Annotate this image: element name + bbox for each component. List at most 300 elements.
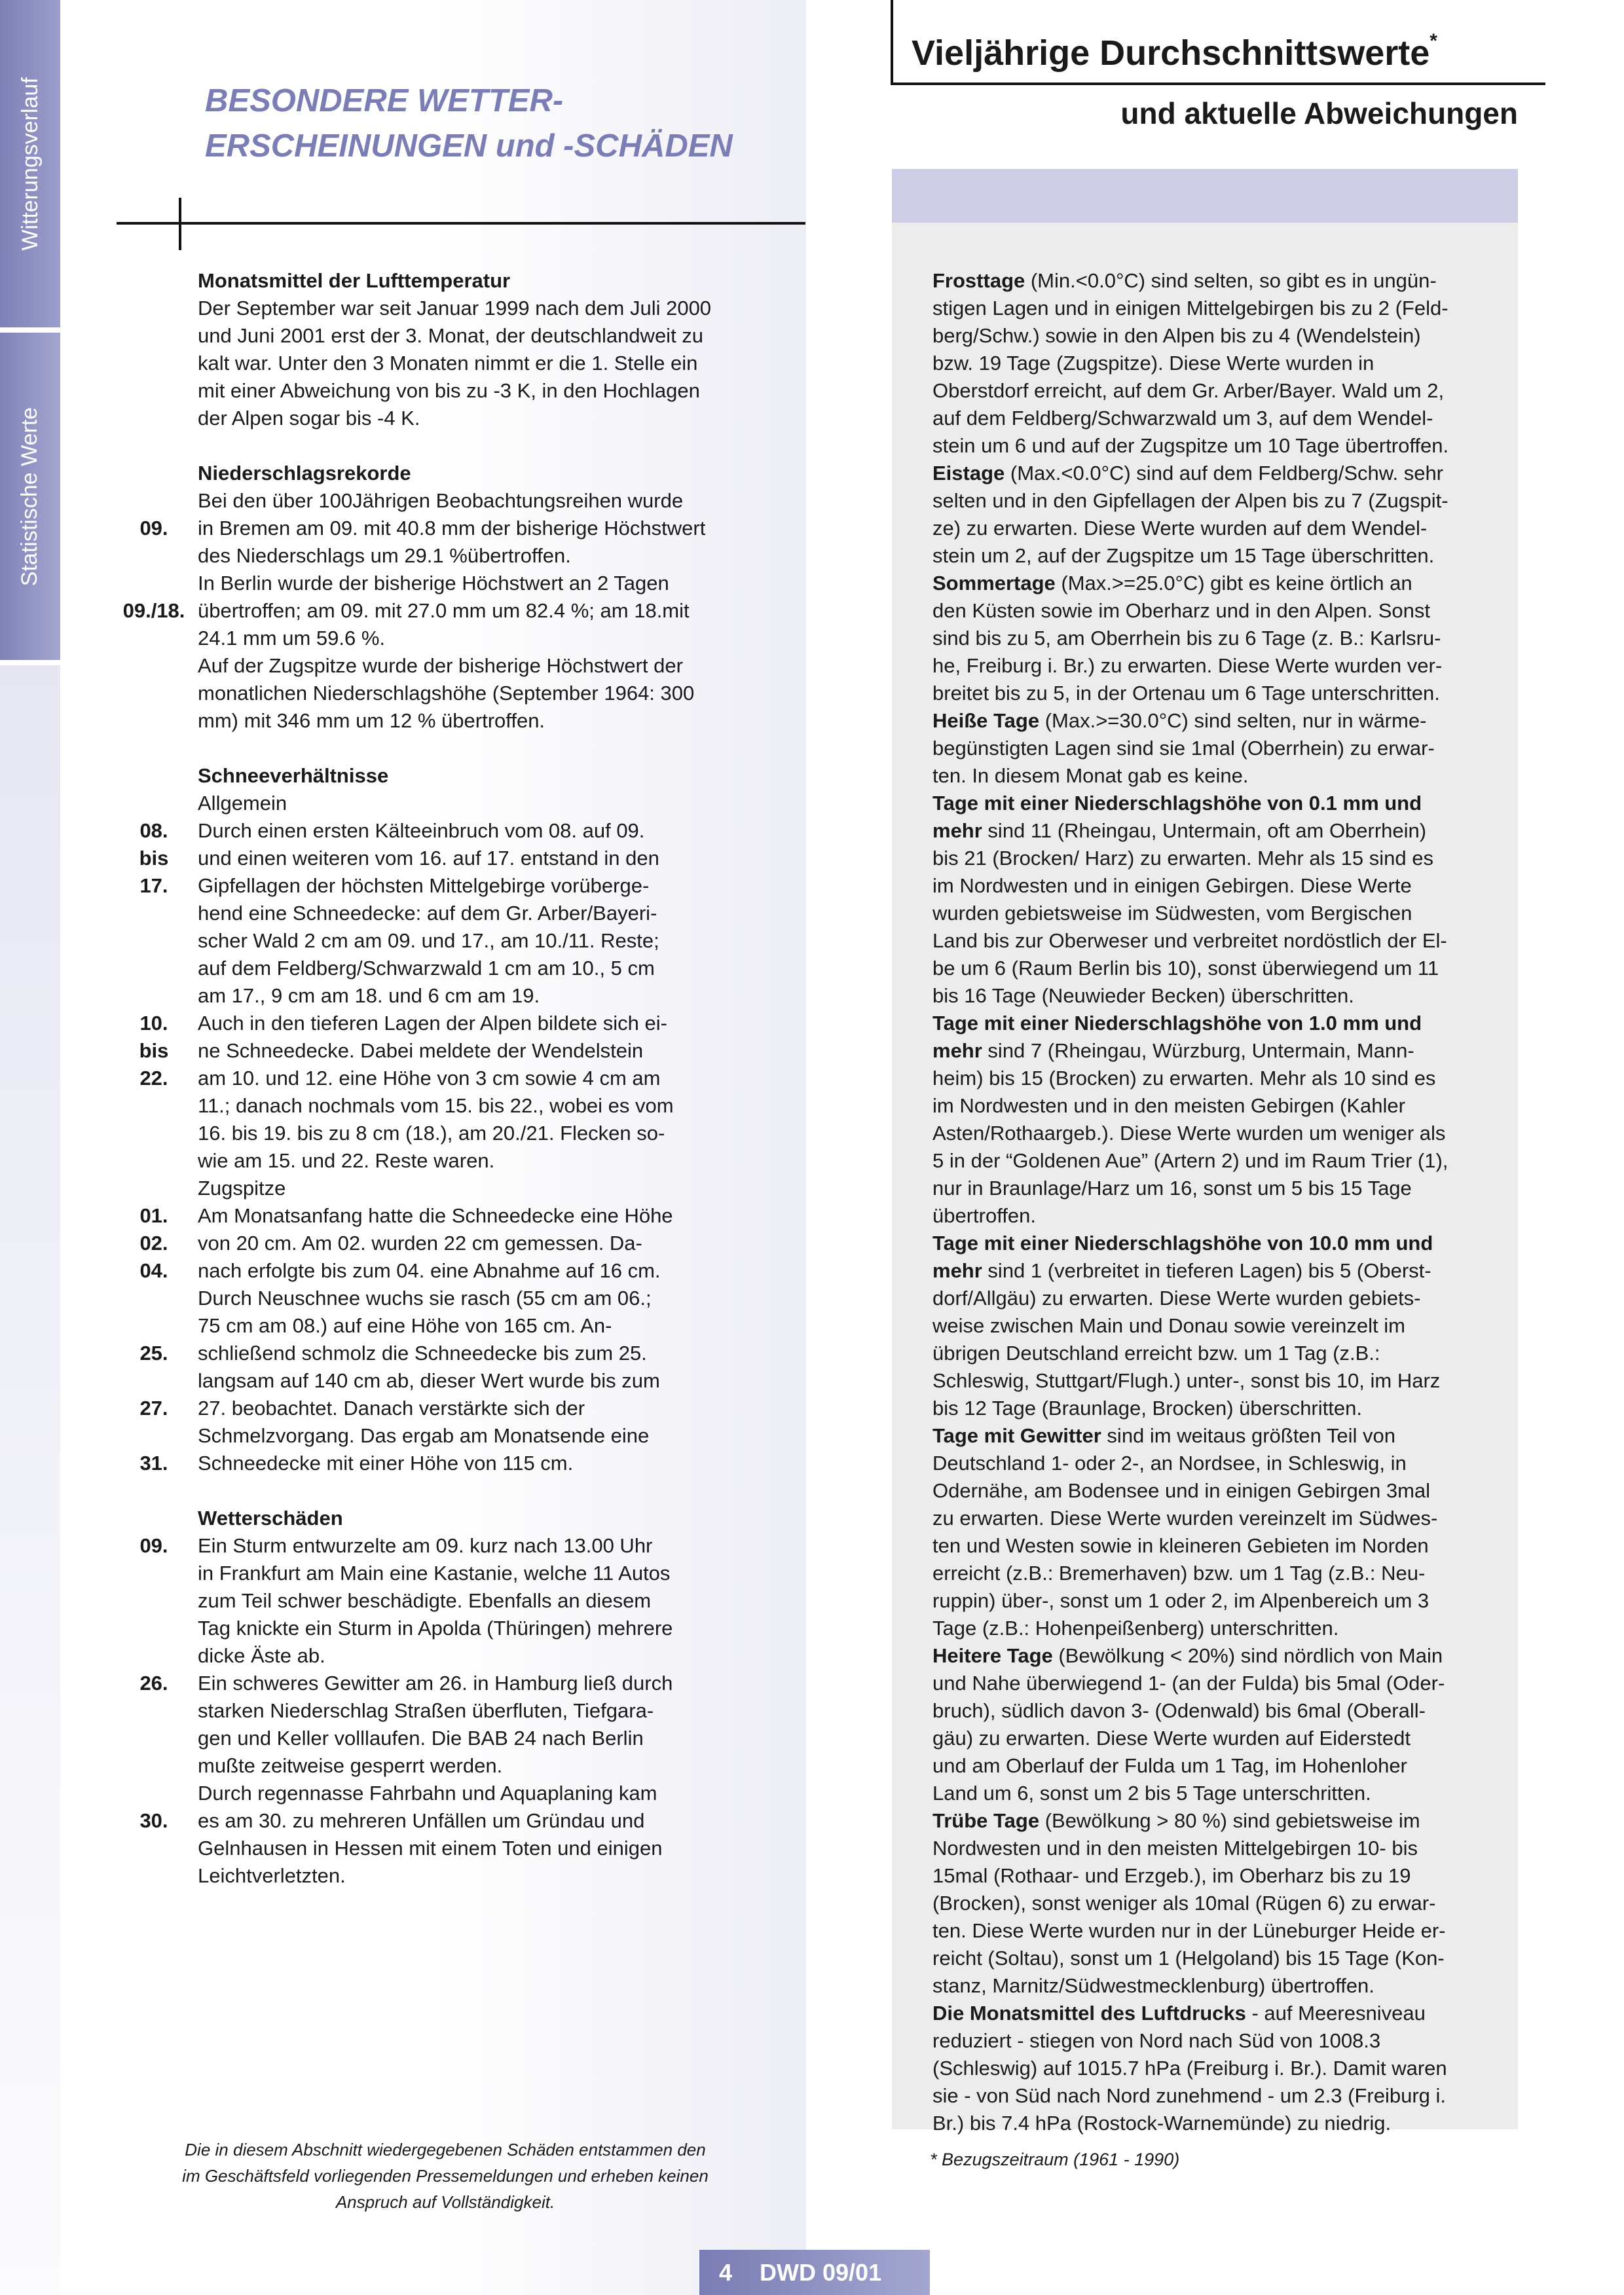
term-label: Heiße Tage bbox=[932, 709, 1040, 732]
day-marker bbox=[110, 1780, 198, 1807]
footnote-line: Die in diesem Abschnitt wiedergegebenen Schäden entstammen den bbox=[185, 2140, 706, 2159]
left-line bbox=[110, 1175, 804, 1202]
right-line bbox=[932, 1587, 1522, 1615]
day-marker: 31. bbox=[139, 1452, 168, 1475]
left-line bbox=[110, 1010, 804, 1037]
paragraph-line: übertroffen; am 09. mit 27.0 mm um 82.4 %; am 18.mit bbox=[198, 599, 690, 622]
subsection-heading: Niederschlagsrekorde bbox=[198, 462, 411, 485]
right-line bbox=[932, 790, 1522, 817]
right-line bbox=[932, 1477, 1522, 1505]
line-text: sind bis zu 5, am Oberrhein bis zu 6 Tage (z. B.: Karlsru- bbox=[932, 627, 1441, 650]
line-text: Land um 6, sonst um 2 bis 5 Tage unterschritten. bbox=[932, 1782, 1371, 1805]
day-marker bbox=[110, 1147, 198, 1175]
title-rule bbox=[117, 222, 805, 225]
left-line bbox=[110, 267, 804, 295]
line-text: wurden gebietsweise im Südwesten, vom Bergischen bbox=[932, 902, 1412, 925]
line-text: bzw. 19 Tage (Zugspitze). Diese Werte wurden in bbox=[932, 352, 1375, 375]
right-body-text bbox=[932, 267, 1522, 2137]
day-marker bbox=[110, 1285, 198, 1312]
left-line bbox=[110, 1477, 804, 1505]
term-label: Tage mit einer Niederschlagshöhe von 10.0 mm und bbox=[932, 1232, 1433, 1255]
day-marker: 22. bbox=[139, 1067, 168, 1090]
right-line bbox=[932, 597, 1522, 625]
paragraph-line: Tag knickte ein Sturm in Apolda (Thüringen) mehrere bbox=[198, 1617, 673, 1640]
line-text: weise zwischen Main und Donau sowie vereinzelt im bbox=[932, 1314, 1405, 1337]
line-text: stein um 2, auf der Zugspitze um 15 Tage überschritten. bbox=[932, 544, 1435, 567]
day-marker bbox=[110, 460, 198, 487]
right-line bbox=[932, 1532, 1522, 1560]
line-text: Asten/Rothaargeb.). Diese Werte wurden um weniger als bbox=[932, 1122, 1446, 1145]
day-marker bbox=[110, 1422, 198, 1450]
left-line bbox=[110, 790, 804, 817]
day-marker bbox=[110, 652, 198, 680]
term-label: Heitere Tage bbox=[932, 1644, 1053, 1667]
line-text: sind 1 (verbreitet in tieferen Lagen) bis 5 (Oberst- bbox=[982, 1259, 1431, 1282]
paragraph-line: gen und Keller volllaufen. Die BAB 24 nach Berlin bbox=[198, 1727, 644, 1750]
right-line bbox=[932, 625, 1522, 652]
right-line bbox=[932, 405, 1522, 432]
line-text: (Max.>=30.0°C) sind selten, nur in wärme- bbox=[1039, 709, 1427, 732]
left-line bbox=[110, 542, 804, 570]
paragraph-line: Durch Neuschnee wuchs sie rasch (55 cm am 06.; bbox=[198, 1287, 652, 1310]
day-marker bbox=[110, 1505, 198, 1532]
right-line bbox=[932, 680, 1522, 707]
line-text: Odernähe, am Bodensee und in einigen Gebirgen 3mal bbox=[932, 1479, 1431, 1502]
day-marker bbox=[110, 1312, 198, 1340]
paragraph-line: dicke Äste ab. bbox=[198, 1644, 325, 1667]
day-marker bbox=[110, 1367, 198, 1395]
right-line bbox=[932, 707, 1522, 735]
right-line bbox=[932, 432, 1522, 460]
left-line bbox=[110, 432, 804, 460]
left-line bbox=[110, 1395, 804, 1422]
right-line bbox=[932, 542, 1522, 570]
right-line bbox=[932, 1697, 1522, 1725]
right-line bbox=[932, 2055, 1522, 2082]
line-text: und am Oberlauf der Fulda um 1 Tag, im Hohenloher bbox=[932, 1754, 1407, 1777]
paragraph-line: langsam auf 140 cm ab, dieser Wert wurde bis zum bbox=[198, 1369, 660, 1392]
paragraph-line: und einen weiteren vom 16. auf 17. entstand in den bbox=[198, 847, 659, 870]
paragraph-line bbox=[198, 1477, 804, 1505]
right-line bbox=[932, 1450, 1522, 1477]
day-marker bbox=[110, 790, 198, 817]
right-line bbox=[932, 1202, 1522, 1230]
paragraph-line: Auf der Zugspitze wurde der bisherige Höchstwert der bbox=[198, 654, 683, 677]
paragraph-line: Schmelzvorgang. Das ergab am Monatsende eine bbox=[198, 1424, 650, 1447]
right-line bbox=[932, 1752, 1522, 1780]
tab-label: Witterungsverlauf bbox=[17, 77, 43, 251]
right-line bbox=[932, 1175, 1522, 1202]
left-line bbox=[110, 1615, 804, 1642]
page-title-text: Vieljährige Durchschnittswerte bbox=[912, 33, 1430, 73]
tab-witterungsverlauf[interactable] bbox=[0, 0, 60, 327]
line-text: Land bis zur Oberweser und verbreitet nordöstlich der El- bbox=[932, 929, 1447, 952]
day-marker bbox=[110, 322, 198, 350]
line-text: auf dem Feldberg/Schwarzwald um 3, auf dem Wendel- bbox=[932, 407, 1433, 430]
day-marker bbox=[110, 295, 198, 322]
left-line bbox=[110, 1092, 804, 1120]
paragraph-line: Allgemein bbox=[198, 792, 287, 815]
paragraph-line: starken Niederschlag Straßen überfluten, Tiefgara- bbox=[198, 1699, 654, 1722]
day-marker: 01. bbox=[139, 1204, 168, 1227]
left-line bbox=[110, 1450, 804, 1477]
line-text: Tage (z.B.: Hohenpeißenberg) unterschritten. bbox=[932, 1617, 1339, 1640]
footer-bar bbox=[699, 2250, 930, 2295]
day-marker bbox=[110, 405, 198, 432]
paragraph-line: kalt war. Unter den 3 Monaten nimmt er die 1. Stelle ein bbox=[198, 352, 698, 375]
right-line bbox=[932, 735, 1522, 762]
left-line bbox=[110, 1230, 804, 1257]
line-text: (Schleswig) auf 1015.7 hPa (Freiburg i. Br.). Damit waren bbox=[932, 2057, 1447, 2080]
left-line bbox=[110, 625, 804, 652]
left-line bbox=[110, 1037, 804, 1065]
paragraph-line: scher Wald 2 cm am 09. und 17., am 10./11. Reste; bbox=[198, 929, 659, 952]
left-line bbox=[110, 1642, 804, 1670]
title-rule-tick bbox=[179, 198, 181, 250]
day-marker bbox=[110, 1175, 198, 1202]
line-text: nur in Braunlage/Harz um 16, sonst um 5 bis 15 Tage bbox=[932, 1177, 1412, 1200]
right-line bbox=[932, 460, 1522, 487]
line-text: reduziert - stiegen von Nord nach Süd von 1008.3 bbox=[932, 2029, 1381, 2052]
line-text: sind 11 (Rheingau, Untermain, oft am Oberrhein) bbox=[982, 819, 1427, 842]
right-line bbox=[932, 1120, 1522, 1147]
left-line bbox=[110, 1257, 804, 1285]
paragraph-line: Gipfellagen der höchsten Mittelgebirge vorüberge- bbox=[198, 874, 650, 897]
right-line bbox=[932, 955, 1522, 982]
paragraph-line: 27. beobachtet. Danach verstärkte sich der bbox=[198, 1397, 585, 1420]
term-label: mehr bbox=[932, 819, 982, 842]
term-label: Die Monatsmittel des Luftdrucks bbox=[932, 2002, 1246, 2025]
right-line bbox=[932, 817, 1522, 845]
tab-label: Statistische Werte bbox=[17, 407, 43, 586]
left-line bbox=[110, 1725, 804, 1752]
paragraph-line: Durch einen ersten Kälteeinbruch vom 08. auf 09. bbox=[198, 819, 645, 842]
left-line bbox=[110, 872, 804, 900]
line-text: begünstigten Lagen sind sie 1mal (Oberrhein) zu erwar- bbox=[932, 737, 1435, 760]
page-title-footnote-mark: * bbox=[1430, 30, 1437, 52]
day-marker bbox=[110, 1092, 198, 1120]
page-number: 4 bbox=[719, 2258, 733, 2286]
footnote-line: im Geschäftsfeld vorliegenden Pressemeldungen und erheben keinen bbox=[182, 2166, 709, 2186]
line-text: ten. Diese Werte wurden nur in der Lüneburger Heide er- bbox=[932, 1919, 1446, 1942]
right-line bbox=[932, 1560, 1522, 1587]
right-line bbox=[932, 1010, 1522, 1037]
line-text: (Bewölkung < 20%) sind nördlich von Main bbox=[1052, 1644, 1443, 1667]
left-line bbox=[110, 350, 804, 377]
right-line bbox=[932, 982, 1522, 1010]
right-line bbox=[932, 2082, 1522, 2110]
left-line bbox=[110, 982, 804, 1010]
paragraph-line: In Berlin wurde der bisherige Höchstwert an 2 Tagen bbox=[198, 572, 669, 595]
line-text: zu erwarten. Diese Werte wurden vereinzelt im Südwes- bbox=[932, 1507, 1438, 1530]
right-line bbox=[932, 1780, 1522, 1807]
right-line bbox=[932, 515, 1522, 542]
left-line bbox=[110, 1422, 804, 1450]
paragraph-line: Auch in den tieferen Lagen der Alpen bildete sich ei- bbox=[198, 1012, 667, 1035]
line-text: heim) bis 15 (Brocken) zu erwarten. Mehr als 10 sind es bbox=[932, 1067, 1436, 1090]
line-text: (Brocken), sonst weniger als 10mal (Rügen 6) zu erwar- bbox=[932, 1892, 1436, 1915]
paragraph-line: und Juni 2001 erst der 3. Monat, der deutschlandweit zu bbox=[198, 324, 704, 347]
line-text: ten und Westen sowie in kleineren Gebieten im Norden bbox=[932, 1534, 1429, 1557]
term-label: mehr bbox=[932, 1039, 982, 1062]
right-line bbox=[932, 900, 1522, 927]
day-marker: 09. bbox=[139, 1534, 168, 1557]
day-marker bbox=[110, 542, 198, 570]
right-line bbox=[932, 267, 1522, 295]
day-marker: 09./18. bbox=[122, 599, 185, 622]
line-text: bis 16 Tage (Neuwieder Becken) überschritten. bbox=[932, 984, 1354, 1007]
line-text: bruch), südlich davon 3- (Odenwald) bis 6mal (Oberall- bbox=[932, 1699, 1426, 1722]
right-line bbox=[932, 1835, 1522, 1862]
section-title bbox=[205, 79, 794, 169]
right-line bbox=[932, 652, 1522, 680]
left-line bbox=[110, 1505, 804, 1532]
right-line bbox=[932, 1890, 1522, 1917]
left-line bbox=[110, 405, 804, 432]
day-marker: 17. bbox=[139, 874, 168, 897]
paragraph-line: von 20 cm. Am 02. wurden 22 cm gemessen. Da- bbox=[198, 1232, 642, 1255]
paragraph-line: Leichtverletzten. bbox=[198, 1864, 346, 1887]
line-text: stanz, Marnitz/Südwestmecklenburg) übertroffen. bbox=[932, 1974, 1375, 1997]
day-marker: 30. bbox=[139, 1809, 168, 1832]
left-line bbox=[110, 707, 804, 735]
term-label: Tage mit Gewitter bbox=[932, 1424, 1101, 1447]
day-marker bbox=[110, 680, 198, 707]
right-line bbox=[932, 322, 1522, 350]
paragraph-line: Der September war seit Januar 1999 nach dem Juli 2000 bbox=[198, 297, 712, 320]
term-label: mehr bbox=[932, 1259, 982, 1282]
left-line bbox=[110, 1752, 804, 1780]
right-line bbox=[932, 1945, 1522, 1972]
line-text: bis 12 Tage (Braunlage, Brocken) überschritten. bbox=[932, 1397, 1362, 1420]
right-line bbox=[932, 1147, 1522, 1175]
paragraph-line: auf dem Feldberg/Schwarzwald 1 cm am 10., 5 cm bbox=[198, 957, 655, 980]
day-marker bbox=[110, 1560, 198, 1587]
line-text: Nordwesten und in den meisten Mittelgebirgen 10- bis bbox=[932, 1837, 1418, 1860]
left-line bbox=[110, 1807, 804, 1835]
term-label: Tage mit einer Niederschlagshöhe von 0.1 mm und bbox=[932, 792, 1422, 815]
term-label: Eistage bbox=[932, 462, 1005, 485]
left-line bbox=[110, 1065, 804, 1092]
line-text: übertroffen. bbox=[932, 1204, 1036, 1227]
left-line bbox=[110, 762, 804, 790]
day-marker: 25. bbox=[139, 1342, 168, 1365]
left-line bbox=[110, 1780, 804, 1807]
day-marker bbox=[110, 982, 198, 1010]
left-line bbox=[110, 1340, 804, 1367]
line-text: sind 7 (Rheingau, Würzburg, Untermain, Mann- bbox=[982, 1039, 1414, 1062]
footnote-line: Anspruch auf Vollständigkeit. bbox=[335, 2192, 555, 2212]
day-marker bbox=[110, 1752, 198, 1780]
day-marker bbox=[110, 707, 198, 735]
line-text: den Küsten sowie im Oberharz und in den Alpen. Sonst bbox=[932, 599, 1430, 622]
left-line bbox=[110, 1367, 804, 1395]
paragraph-line: der Alpen sogar bis -4 K. bbox=[198, 407, 420, 430]
right-line bbox=[932, 845, 1522, 872]
left-line bbox=[110, 570, 804, 597]
line-text: 5 in der “Goldenen Aue” (Artern 2) und im Raum Trier (1), bbox=[932, 1149, 1449, 1172]
paragraph-line: nach erfolgte bis zum 04. eine Abnahme auf 16 cm. bbox=[198, 1259, 661, 1282]
right-line bbox=[932, 350, 1522, 377]
day-marker: 26. bbox=[139, 1672, 168, 1695]
left-line bbox=[110, 1312, 804, 1340]
line-text: - auf Meeresniveau bbox=[1246, 2002, 1426, 2025]
line-text: bis 21 (Brocken/ Harz) zu erwarten. Mehr als 15 sind es bbox=[932, 847, 1433, 870]
line-text: be um 6 (Raum Berlin bis 10), sonst überwiegend um 11 bbox=[932, 957, 1439, 980]
page-subtitle: und aktuelle Abweichungen bbox=[1120, 96, 1518, 130]
day-marker: 02. bbox=[139, 1232, 168, 1255]
right-line bbox=[932, 927, 1522, 955]
day-marker bbox=[110, 1120, 198, 1147]
subsection-heading: Wetterschäden bbox=[198, 1507, 343, 1530]
sidebar bbox=[0, 0, 60, 2295]
right-line bbox=[932, 1725, 1522, 1752]
paragraph-line: Am Monatsanfang hatte die Schneedecke eine Höhe bbox=[198, 1204, 673, 1227]
left-line bbox=[110, 1285, 804, 1312]
day-marker bbox=[110, 927, 198, 955]
paragraph-line: hend eine Schneedecke: auf dem Gr. Arber/Bayeri- bbox=[198, 902, 657, 925]
day-marker: bis bbox=[139, 847, 169, 870]
day-marker: 10. bbox=[139, 1012, 168, 1035]
line-text: he, Freiburg i. Br.) zu erwarten. Diese Werte wurden ver- bbox=[932, 654, 1443, 677]
day-marker: 09. bbox=[139, 517, 168, 540]
right-line bbox=[932, 1092, 1522, 1120]
day-marker bbox=[110, 735, 198, 762]
paragraph-line bbox=[198, 735, 804, 762]
paragraph-line: Ein schweres Gewitter am 26. in Hamburg ließ durch bbox=[198, 1672, 673, 1695]
paragraph-line: 11.; danach nochmals vom 15. bis 22., wobei es vom bbox=[198, 1094, 674, 1117]
day-marker bbox=[110, 762, 198, 790]
right-line bbox=[932, 1670, 1522, 1697]
paragraph-line: Zugspitze bbox=[198, 1177, 286, 1200]
line-text: sie - von Süd nach Nord zunehmend - um 2.3 (Freiburg i. bbox=[932, 2084, 1446, 2107]
tab-statistische-werte[interactable] bbox=[0, 333, 60, 660]
line-text: im Nordwesten und in einigen Gebirgen. Diese Werte bbox=[932, 874, 1412, 897]
right-header-band bbox=[892, 169, 1518, 223]
right-line bbox=[932, 1230, 1522, 1257]
left-line bbox=[110, 680, 804, 707]
right-line bbox=[932, 1395, 1522, 1422]
left-line bbox=[110, 460, 804, 487]
line-text: stigen Lagen und in einigen Mittelgebirgen bis zu 2 (Feld- bbox=[932, 297, 1449, 320]
day-marker bbox=[110, 487, 198, 515]
paragraph-line: 24.1 mm um 59.6 %. bbox=[198, 627, 386, 650]
right-line bbox=[932, 1505, 1522, 1532]
day-marker bbox=[110, 1642, 198, 1670]
term-label: Frosttage bbox=[932, 269, 1025, 292]
right-line bbox=[932, 1367, 1522, 1395]
line-text: ruppin) über-, sonst um 1 oder 2, im Alpenbereich um 3 bbox=[932, 1589, 1430, 1612]
left-body-text bbox=[110, 267, 804, 1890]
line-text: stein um 6 und auf der Zugspitze um 10 Tage übertroffen. bbox=[932, 434, 1449, 457]
paragraph-line: Schneedecke mit einer Höhe von 115 cm. bbox=[198, 1452, 574, 1475]
left-line bbox=[110, 1147, 804, 1175]
day-marker bbox=[110, 1835, 198, 1862]
day-marker bbox=[110, 900, 198, 927]
line-text: selten und in den Gipfellagen der Alpen bis zu 7 (Zugspit- bbox=[932, 489, 1449, 512]
paragraph-line: mit einer Abweichung von bis zu -3 K, in den Hochlagen bbox=[198, 379, 700, 402]
right-line bbox=[932, 295, 1522, 322]
left-line bbox=[110, 900, 804, 927]
paragraph-line: 16. bis 19. bis zu 8 cm (18.), am 20./21. Flecken so- bbox=[198, 1122, 665, 1145]
line-text: gäu) zu erwarten. Diese Werte wurden auf Eiderstedt bbox=[932, 1727, 1411, 1750]
left-line bbox=[110, 377, 804, 405]
line-text: Schleswig, Stuttgart/Flugh.) unter-, sonst bis 10, im Harz bbox=[932, 1369, 1441, 1392]
line-text: Br.) bis 7.4 hPa (Rostock-Warnemünde) zu niedrig. bbox=[932, 2112, 1392, 2135]
title-frame-horizontal bbox=[891, 83, 1545, 85]
left-line bbox=[110, 735, 804, 762]
right-line bbox=[932, 762, 1522, 790]
paragraph-line: in Frankfurt am Main eine Kastanie, welche 11 Autos bbox=[198, 1562, 671, 1585]
right-line bbox=[932, 1422, 1522, 1450]
day-marker bbox=[110, 1477, 198, 1505]
left-line bbox=[110, 597, 804, 625]
right-line bbox=[932, 1037, 1522, 1065]
day-marker bbox=[110, 1615, 198, 1642]
day-marker bbox=[110, 1725, 198, 1752]
page-title bbox=[912, 30, 1437, 73]
right-line bbox=[932, 1340, 1522, 1367]
subsection-heading: Monatsmittel der Lufttemperatur bbox=[198, 269, 511, 292]
left-line bbox=[110, 322, 804, 350]
left-line bbox=[110, 1670, 804, 1697]
term-label: Trübe Tage bbox=[932, 1809, 1040, 1832]
paragraph-line: mußte zeitweise gesperrt werden. bbox=[198, 1754, 503, 1777]
right-line bbox=[932, 1615, 1522, 1642]
paragraph-line: Gelnhausen in Hessen mit einem Toten und einigen bbox=[198, 1837, 663, 1860]
paragraph-line: Ein Sturm entwurzelte am 09. kurz nach 13.00 Uhr bbox=[198, 1534, 653, 1557]
left-line bbox=[110, 295, 804, 322]
footer-label: DWD 09/01 bbox=[760, 2258, 882, 2286]
day-marker: 27. bbox=[139, 1397, 168, 1420]
paragraph-line: es am 30. zu mehreren Unfällen um Gründau und bbox=[198, 1809, 645, 1832]
day-marker bbox=[110, 1587, 198, 1615]
right-line bbox=[932, 2027, 1522, 2055]
term-label: Tage mit einer Niederschlagshöhe von 1.0 mm und bbox=[932, 1012, 1422, 1035]
day-marker bbox=[110, 1862, 198, 1890]
right-line bbox=[932, 1917, 1522, 1945]
paragraph-line: 75 cm am 08.) auf eine Höhe von 165 cm. An- bbox=[198, 1314, 612, 1337]
right-line bbox=[932, 1862, 1522, 1890]
left-line bbox=[110, 955, 804, 982]
line-text: berg/Schw.) sowie in den Alpen bis zu 4 (Wendelstein) bbox=[932, 324, 1421, 347]
left-line bbox=[110, 652, 804, 680]
line-text: (Bewölkung > 80 %) sind gebietsweise im bbox=[1039, 1809, 1420, 1832]
left-line bbox=[110, 1835, 804, 1862]
left-footnote bbox=[131, 2137, 760, 2215]
line-text: (Max.<0.0°C) sind auf dem Feldberg/Schw. sehr bbox=[1005, 462, 1444, 485]
right-line bbox=[932, 1285, 1522, 1312]
right-line bbox=[932, 1065, 1522, 1092]
line-text: 15mal (Rothaar- und Erzgeb.), im Oberharz bis zu 19 bbox=[932, 1864, 1411, 1887]
left-line bbox=[110, 817, 804, 845]
right-line bbox=[932, 2110, 1522, 2137]
right-line bbox=[932, 1972, 1522, 2000]
line-text: im Nordwesten und in den meisten Gebirgen (Kahler bbox=[932, 1094, 1405, 1117]
left-line bbox=[110, 487, 804, 515]
day-marker bbox=[110, 432, 198, 460]
line-text: Oberstdorf erreicht, auf dem Gr. Arber/Bayer. Wald um 2, bbox=[932, 379, 1445, 402]
line-text: ze) zu erwarten. Diese Werte wurden auf dem Wendel- bbox=[932, 517, 1428, 540]
title-frame-vertical bbox=[891, 0, 893, 85]
term-label: Sommertage bbox=[932, 572, 1056, 595]
paragraph-line: wie am 15. und 22. Reste waren. bbox=[198, 1149, 495, 1172]
day-marker: bis bbox=[139, 1039, 169, 1062]
right-line bbox=[932, 487, 1522, 515]
day-marker: 08. bbox=[139, 819, 168, 842]
paragraph-line: zum Teil schwer beschädigte. Ebenfalls an diesem bbox=[198, 1589, 652, 1612]
left-line bbox=[110, 1862, 804, 1890]
